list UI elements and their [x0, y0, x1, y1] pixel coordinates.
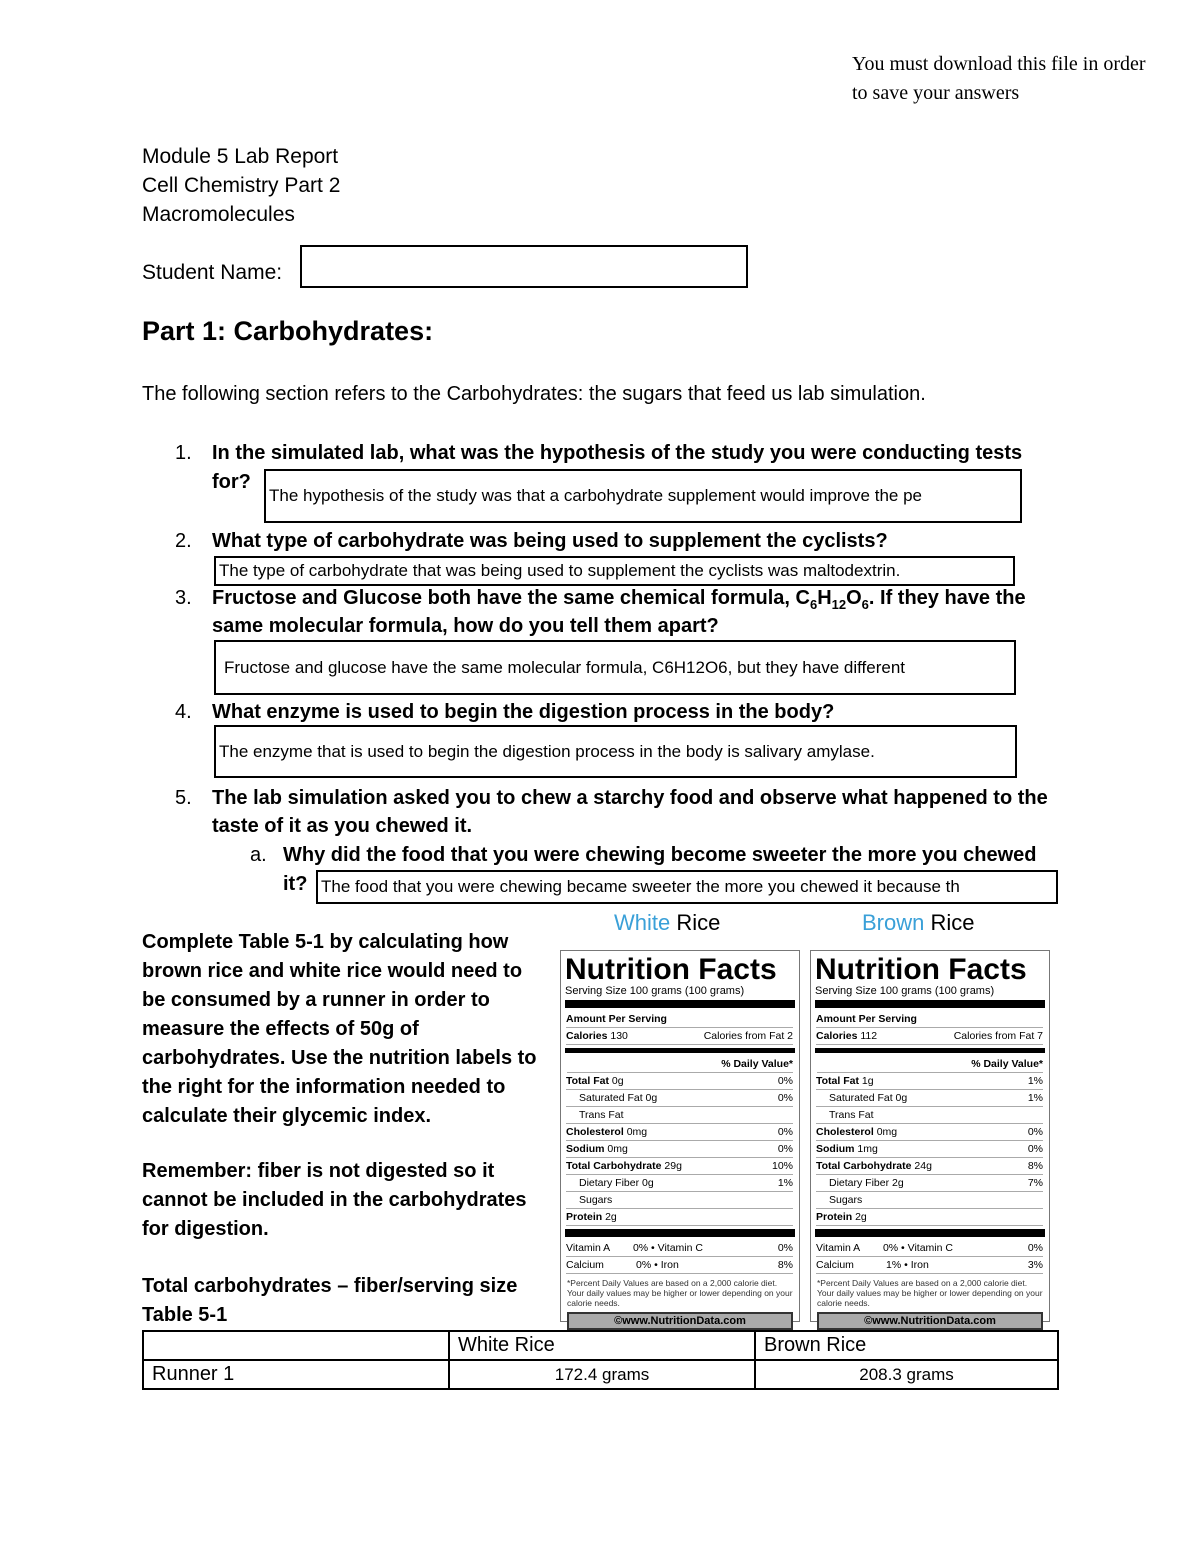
q4-answer-field[interactable]: [214, 725, 1017, 778]
q4-number: 4.: [175, 701, 192, 723]
table-header-white-rice: White Rice: [449, 1331, 755, 1360]
q5a-text: Why did the food that you were chewing become sweeter the more you chewed: [283, 844, 1037, 866]
brown-nutrient-row: Dietary Fiber 2g 7%: [816, 1175, 1043, 1192]
white-nutrient-row: Protein 2g: [566, 1209, 793, 1226]
q2-number: 2.: [175, 530, 192, 552]
white-nutrient-row: Saturated Fat 0g 0%: [566, 1090, 793, 1107]
q1-text-cont: for?: [212, 471, 251, 493]
table-row-label: Runner 1: [143, 1360, 449, 1389]
q5a-text-cont: it?: [283, 873, 308, 895]
subtitle: Cell Chemistry Part 2: [142, 174, 341, 197]
q4-text: What enzyme is used to begin the digestion process in the body?: [212, 701, 835, 723]
white-nutrient-row: Total Carbohydrate 29g 10%: [566, 1158, 793, 1175]
brown-rice-nutrition-label: Nutrition Facts Serving Size 100 grams (100 grams) Amount Per Serving Calories 112 Calories from Fat 7 % Daily Value* Total Fat 1g 1% Saturated Fat 0g 1% Trans Fat Cholesterol 0mg 0% Sodium 1mg 0% Total Carbohydrate 24g 8% Dietary Fiber 2g 7% Sugars Protein 2g Vitamin A 0% • Vitamin C 0% Calcium 1% • Iron 3% *Percent Daily Values are based on a 2,000 calorie diet. Your daily values may be higher or lower depending on your calorie needs. ©www.NutritionData.com: [810, 950, 1050, 1322]
table-header-row: [143, 1331, 1058, 1360]
part1-title: Part 1: Carbohydrates:: [142, 316, 434, 346]
brown-nutrient-row: Protein 2g: [816, 1209, 1043, 1226]
q5-text-cont: taste of it as you chewed it.: [212, 815, 473, 837]
fiber-reminder: Remember: fiber is not digested so it cannot be included in the carbohydrates for digestion.: [142, 1160, 527, 1240]
download-note: You must download this file in order to save your answers: [852, 53, 1146, 104]
q3-text-cont: same molecular formula, how do you tell them apart?: [212, 615, 719, 637]
table-row: [143, 1360, 1058, 1389]
white-rice-heading: White Rice: [614, 910, 721, 935]
white-nutrient-row: Dietary Fiber 0g 1%: [566, 1175, 793, 1192]
q3-answer: Fructose and glucose have the same molecular formula, C6H12O6, but they have different: [224, 657, 906, 677]
q5-number: 5.: [175, 787, 192, 809]
white-nutrient-row: Sugars: [566, 1192, 793, 1209]
q2-answer-field[interactable]: [214, 556, 1015, 586]
q3-answer-field[interactable]: [214, 640, 1016, 695]
white-nutrient-row: Trans Fat: [566, 1107, 793, 1124]
q5a-answer: The food that you were chewing became sweeter the more you chewed it because th: [321, 877, 960, 896]
q2-text: What type of carbohydrate was being used to supplement the cyclists?: [212, 530, 888, 552]
q5-text: The lab simulation asked you to chew a starchy food and observe what happened to the: [212, 787, 1048, 809]
brown-nutrient-row: Cholesterol 0mg 0%: [816, 1124, 1043, 1141]
intro-text: The following section refers to the Carbohydrates: the sugars that feed us lab simulation.: [142, 383, 926, 405]
brown-nutrient-row: Trans Fat: [816, 1107, 1043, 1124]
student-name-label: Student Name:: [142, 261, 283, 284]
brown-nutrient-row: Total Carbohydrate 24g 8%: [816, 1158, 1043, 1175]
topic: Macromolecules: [142, 203, 295, 226]
q1-number: 1.: [175, 442, 192, 464]
q3-number: 3.: [175, 587, 192, 609]
q5a-answer-field[interactable]: [316, 870, 1058, 904]
white-nutrient-row: Cholesterol 0mg 0%: [566, 1124, 793, 1141]
q1-answer-field[interactable]: [264, 469, 1022, 523]
table-caption: Table 5-1: [142, 1304, 228, 1326]
table-header-blank: [143, 1331, 449, 1360]
brown-nutrient-row: Total Fat 1g 1%: [816, 1073, 1043, 1090]
formula-text: Total carbohydrates – fiber/serving size: [142, 1275, 518, 1297]
white-rice-value[interactable]: 172.4 grams: [449, 1360, 755, 1389]
module-title: Module 5 Lab Report: [142, 145, 339, 168]
brown-nutrient-row: Saturated Fat 0g 1%: [816, 1090, 1043, 1107]
brown-rice-value[interactable]: 208.3 grams: [755, 1360, 1058, 1389]
q3-text: Fructose and Glucose both have the same chemical formula, $C_6H_{12}O_6$. If they have the: [212, 587, 1026, 612]
white-nutrient-row: Sodium 0mg 0%: [566, 1141, 793, 1158]
brown-rice-heading: Brown Rice: [862, 910, 975, 935]
brown-nutrient-row: Sugars: [816, 1192, 1043, 1209]
table-header-brown-rice: Brown Rice: [755, 1331, 1058, 1360]
white-rice-nutrition-label: Nutrition Facts Serving Size 100 grams (100 grams) Amount Per Serving Calories 130 Calories from Fat 2 % Daily Value* Total Fat 0g 0% Saturated Fat 0g 0% Trans Fat Cholesterol 0mg 0% Sodium 0mg 0% Total Carbohydrate 29g 10% Dietary Fiber 0g 1% Sugars Protein 2g Vitamin A 0% • Vitamin C 0% Calcium 0% • Iron 8% *Percent Daily Values are based on a 2,000 calorie diet. Your daily values may be higher or lower depending on your calorie needs. ©www.NutritionData.com: [560, 950, 800, 1322]
q5a-number: a.: [250, 844, 267, 866]
white-nutrient-row: Total Fat 0g 0%: [566, 1073, 793, 1090]
q4-answer: The enzyme that is used to begin the digestion process in the body is salivary amylase.: [219, 741, 875, 761]
table-5-1: [142, 1330, 1059, 1390]
q1-text: In the simulated lab, what was the hypothesis of the study you were conducting tests: [212, 442, 1023, 464]
table-instructions: Complete Table 5-1 by calculating how brown rice and white rice would need to be consumed by a runner in order to measure the effects of 50g of carbohydrates. Use the nutrition labels to the right for the information needed to calculate their glycemic index.: [142, 931, 537, 1127]
q1-answer: The hypothesis of the study was that a carbohydrate supplement would improve the pe: [269, 486, 922, 505]
brown-nutrient-row: Sodium 1mg 0%: [816, 1141, 1043, 1158]
student-name-input[interactable]: [300, 245, 748, 288]
q2-answer: The type of carbohydrate that was being used to supplement the cyclists was maltodextrin.: [219, 561, 901, 580]
